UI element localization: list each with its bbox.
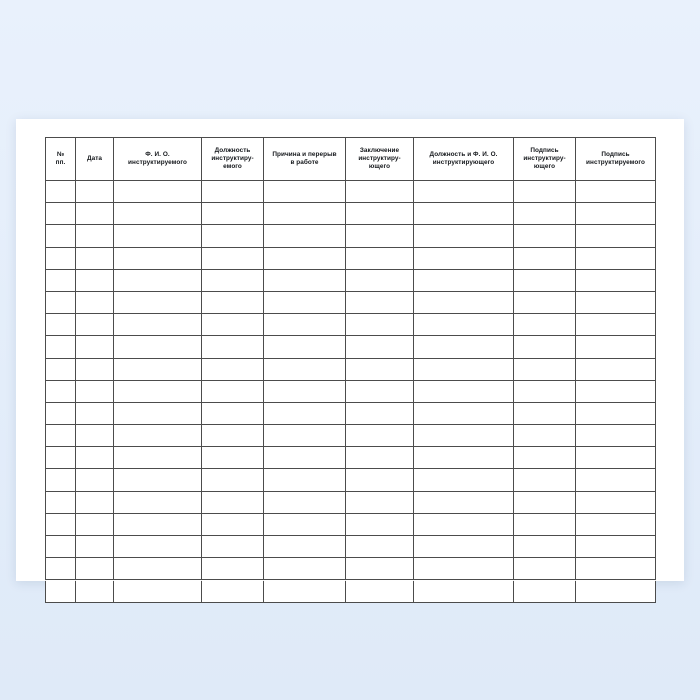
table-cell[interactable] [114,291,202,313]
table-cell[interactable] [346,203,414,225]
table-cell[interactable] [576,580,656,602]
table-cell[interactable] [202,336,264,358]
table-cell[interactable] [264,247,346,269]
table-cell[interactable] [576,247,656,269]
table-cell[interactable] [202,491,264,513]
table-cell[interactable] [114,491,202,513]
column-header-line: емого [223,162,242,170]
column-header-line: инструктиру- [211,155,254,163]
table-row[interactable] [46,425,656,447]
table-row[interactable] [46,203,656,225]
column-header-line: в работе [290,159,319,166]
table-cell[interactable] [514,247,576,269]
column-header-line: Должность [214,147,251,155]
table-cell[interactable] [46,291,76,313]
table-row[interactable] [46,336,656,358]
table-cell[interactable] [76,469,114,491]
table-row[interactable] [46,447,656,469]
table-cell[interactable] [46,314,76,336]
table-cell[interactable] [414,469,514,491]
table-cell[interactable] [514,580,576,602]
table-cell[interactable] [114,580,202,602]
table-cell[interactable] [346,558,414,580]
table-cell[interactable] [576,358,656,380]
table-row[interactable] [46,469,656,491]
table-cell[interactable] [414,402,514,424]
table-cell[interactable] [414,291,514,313]
table-row[interactable] [46,225,656,247]
table-header [46,138,656,181]
table-cell[interactable] [414,247,514,269]
column-header-9 [576,138,656,181]
table-cell[interactable] [202,181,264,203]
table-cell[interactable] [264,580,346,602]
table-cell[interactable] [414,314,514,336]
table-cell[interactable] [46,358,76,380]
table-cell[interactable] [514,314,576,336]
table-cell[interactable] [414,269,514,291]
column-header-line: пп. [55,159,66,166]
table-cell[interactable] [76,447,114,469]
table-cell[interactable] [414,203,514,225]
table-cell[interactable] [114,558,202,580]
table-cell[interactable] [346,225,414,247]
table-cell[interactable] [264,225,346,247]
table-cell[interactable] [264,425,346,447]
column-header-3 [114,138,202,181]
column-header-5 [264,138,346,181]
column-header-line: ющего [533,162,556,170]
table-cell[interactable] [202,269,264,291]
table-cell[interactable] [114,203,202,225]
table-cell[interactable] [76,513,114,535]
table-cell[interactable] [114,247,202,269]
table-cell[interactable] [346,580,414,602]
table-cell[interactable] [46,491,76,513]
table-cell[interactable] [514,513,576,535]
table-row[interactable] [46,269,656,291]
table-cell[interactable] [264,291,346,313]
table-cell[interactable] [576,469,656,491]
table-cell[interactable] [76,491,114,513]
table-row[interactable] [46,314,656,336]
table-cell[interactable] [114,402,202,424]
table-cell[interactable] [202,402,264,424]
column-header-line: инструктиру- [358,155,401,163]
table-cell[interactable] [346,402,414,424]
table-cell[interactable] [46,225,76,247]
table-cell[interactable] [414,380,514,402]
table-cell[interactable] [576,203,656,225]
table-cell[interactable] [414,225,514,247]
table-cell[interactable] [76,358,114,380]
table-cell[interactable] [264,536,346,558]
table-cell[interactable] [202,558,264,580]
table-cell[interactable] [202,580,264,602]
column-header-4 [202,138,264,181]
table-cell[interactable] [414,181,514,203]
table-cell[interactable] [46,247,76,269]
table-cell[interactable] [264,469,346,491]
table-cell[interactable] [264,203,346,225]
table-cell[interactable] [202,225,264,247]
table-cell[interactable] [76,291,114,313]
table-cell[interactable] [76,181,114,203]
table-cell[interactable] [46,425,76,447]
table-cell[interactable] [114,225,202,247]
table-cell[interactable] [346,247,414,269]
table-row[interactable] [46,358,656,380]
table-cell[interactable] [264,358,346,380]
table-cell[interactable] [46,181,76,203]
table-cell[interactable] [114,425,202,447]
table-cell[interactable] [414,358,514,380]
table-cell[interactable] [576,513,656,535]
table-cell[interactable] [514,558,576,580]
table-cell[interactable] [514,491,576,513]
table-row[interactable] [46,181,656,203]
column-header-line: № [56,151,65,159]
table-cell[interactable] [76,558,114,580]
table-row[interactable] [46,291,656,313]
table-cell[interactable] [414,513,514,535]
table-cell[interactable] [264,447,346,469]
table-cell[interactable] [576,336,656,358]
table-cell[interactable] [76,225,114,247]
table-cell[interactable] [576,425,656,447]
column-header-line: Ф. И. О. [145,151,170,159]
column-header-6 [346,138,414,181]
table-cell[interactable] [46,203,76,225]
column-header-2 [76,138,114,181]
table-cell[interactable] [576,447,656,469]
table-cell[interactable] [202,469,264,491]
table-cell[interactable] [76,425,114,447]
table-cell[interactable] [264,402,346,424]
table-cell[interactable] [114,181,202,203]
table-cell[interactable] [346,491,414,513]
table-cell[interactable] [414,491,514,513]
table-cell[interactable] [414,580,514,602]
table-cell[interactable] [514,469,576,491]
table-cell[interactable] [576,491,656,513]
table-row[interactable] [46,580,656,602]
table-cell[interactable] [114,447,202,469]
table-row[interactable] [46,536,656,558]
table-cell[interactable] [202,536,264,558]
column-header-line: Заключение [359,147,400,155]
table-cell[interactable] [46,469,76,491]
table-body [46,181,656,603]
table-cell[interactable] [46,447,76,469]
table-cell[interactable] [346,380,414,402]
table-cell[interactable] [76,380,114,402]
table-row[interactable] [46,491,656,513]
table-cell[interactable] [576,402,656,424]
table-cell[interactable] [264,491,346,513]
table-cell[interactable] [576,314,656,336]
table-cell[interactable] [264,380,346,402]
table-cell[interactable] [202,203,264,225]
table-cell[interactable] [202,247,264,269]
table-row[interactable] [46,380,656,402]
column-header-line: ющего [368,162,391,170]
table-cell[interactable] [514,291,576,313]
column-header-8 [514,138,576,181]
table-cell[interactable] [114,314,202,336]
table-cell[interactable] [346,536,414,558]
table-cell[interactable] [414,336,514,358]
table-cell[interactable] [202,513,264,535]
table-cell[interactable] [76,336,114,358]
table-cell[interactable] [46,402,76,424]
table-row[interactable] [46,402,656,424]
table-cell[interactable] [264,269,346,291]
table-cell[interactable] [46,269,76,291]
table-row[interactable] [46,513,656,535]
table-cell[interactable] [46,558,76,580]
column-header-line: инструктируемого [586,159,645,166]
table-cell[interactable] [76,314,114,336]
table-cell[interactable] [264,181,346,203]
column-header-line: инструктирующего [432,159,495,166]
journal-table-wrapper [45,137,655,603]
column-header-line: инструктиру- [523,155,566,163]
table-header-row [46,138,656,181]
column-header-1 [46,138,76,181]
table-cell[interactable] [514,358,576,380]
table-cell[interactable] [76,536,114,558]
table-cell[interactable] [202,291,264,313]
table-cell[interactable] [46,513,76,535]
table-cell[interactable] [346,358,414,380]
table-cell[interactable] [76,203,114,225]
table-cell[interactable] [576,558,656,580]
column-header-line: Дата [86,155,103,163]
table-cell[interactable] [202,358,264,380]
table-cell[interactable] [346,314,414,336]
table-cell[interactable] [264,513,346,535]
table-cell[interactable] [414,447,514,469]
table-cell[interactable] [202,314,264,336]
column-header-line: Причина и перерыв [272,151,337,159]
table-cell[interactable] [514,336,576,358]
column-header-line: инструктируемого [128,159,187,166]
table-cell[interactable] [514,203,576,225]
table-cell[interactable] [264,314,346,336]
table-cell[interactable] [46,336,76,358]
table-cell[interactable] [514,447,576,469]
table-cell[interactable] [202,425,264,447]
table-cell[interactable] [202,447,264,469]
column-header-7 [414,138,514,181]
column-header-line: Подпись [601,151,630,159]
table-row[interactable] [46,247,656,269]
table-cell[interactable] [114,469,202,491]
table-cell[interactable] [514,181,576,203]
table-cell[interactable] [346,469,414,491]
table-cell[interactable] [514,225,576,247]
document-page [16,119,684,581]
table-cell[interactable] [514,269,576,291]
table-cell[interactable] [76,247,114,269]
table-cell[interactable] [346,425,414,447]
column-header-line: Подпись [530,147,559,155]
table-cell[interactable] [346,336,414,358]
table-cell[interactable] [414,536,514,558]
table-cell[interactable] [514,380,576,402]
table-cell[interactable] [576,269,656,291]
table-cell[interactable] [46,580,76,602]
table-cell[interactable] [576,181,656,203]
table-cell[interactable] [202,380,264,402]
table-cell[interactable] [114,380,202,402]
journal-table [45,137,656,603]
table-cell[interactable] [514,402,576,424]
table-cell[interactable] [346,513,414,535]
table-cell[interactable] [514,536,576,558]
table-cell[interactable] [346,447,414,469]
table-cell[interactable] [114,536,202,558]
table-cell[interactable] [76,580,114,602]
table-cell[interactable] [576,291,656,313]
table-cell[interactable] [514,425,576,447]
table-cell[interactable] [346,181,414,203]
column-header-line: Должность и Ф. И. О. [429,151,498,159]
table-cell[interactable] [114,269,202,291]
table-cell[interactable] [576,380,656,402]
table-row[interactable] [46,558,656,580]
table-cell[interactable] [114,358,202,380]
table-cell[interactable] [346,269,414,291]
table-cell[interactable] [264,336,346,358]
table-cell[interactable] [114,336,202,358]
table-cell[interactable] [76,402,114,424]
table-cell[interactable] [114,513,202,535]
table-cell[interactable] [76,269,114,291]
table-cell[interactable] [46,536,76,558]
table-cell[interactable] [346,291,414,313]
table-cell[interactable] [576,536,656,558]
table-cell[interactable] [576,225,656,247]
table-cell[interactable] [264,558,346,580]
table-cell[interactable] [414,558,514,580]
table-cell[interactable] [46,380,76,402]
table-cell[interactable] [414,425,514,447]
